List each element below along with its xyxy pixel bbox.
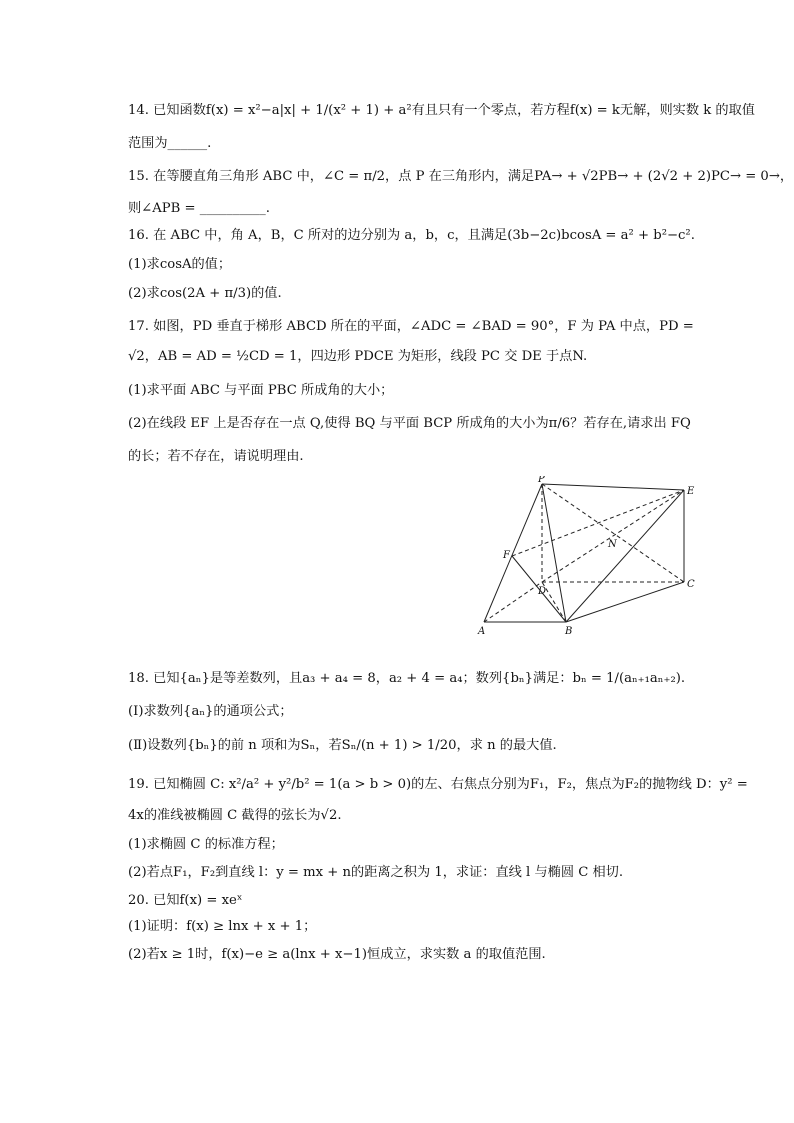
q20-line-3: (2)若x ≥ 1时，f(x)−e ≥ a(lnx + x−1)恒成立，求实数 a 的取值范围. bbox=[128, 947, 546, 962]
label-B: B bbox=[565, 626, 573, 637]
label-N: N bbox=[608, 539, 617, 550]
edge-PA bbox=[484, 484, 542, 622]
q18-line-2: (Ⅰ)求数列{aₙ}的通项公式； bbox=[128, 704, 293, 719]
q17-line-2: √2，AB = AD = ½CD = 1，四边形 PDCE 为矩形，线段 PC 交 DE 于点N. bbox=[128, 349, 588, 364]
q14-line-1: 14. 已知函数f(x) = x²−a|x| + 1/(x² + 1) + a²有且只有一个零点，若方程f(x) = k无解，则实数 k 的取值 bbox=[128, 103, 755, 118]
label-A: A bbox=[478, 626, 486, 637]
q20-line-2: (1)证明：f(x) ≥ lnx + x + 1； bbox=[128, 919, 317, 934]
q18-line-1: 18. 已知{aₙ}是等差数列，且a₃ + a₄ = 8，a₂ + 4 = a₄；数列{bₙ}满足：bₙ = 1/(aₙ₊₁aₙ₊₂). bbox=[128, 671, 686, 686]
q16-line-2: (1)求cosA的值； bbox=[128, 257, 232, 272]
edge-PE bbox=[542, 484, 684, 490]
q15-line-2: 则∠APB = __________. bbox=[128, 201, 270, 216]
q17-line-3: (1)求平面 ABC 与平面 PBC 所成角的大小； bbox=[128, 383, 394, 398]
geometry-figure bbox=[474, 476, 704, 642]
q16-line-3: (2)求cos(2A + π/3)的值. bbox=[128, 286, 282, 301]
q18-line-3: (Ⅱ)设数列{bₙ}的前 n 项和为Sₙ，若Sₙ/(n + 1) > 1/20，求 n 的最大值. bbox=[128, 738, 557, 753]
q17-line-4: (2)在线段 EF 上是否存在一点 Q,使得 BQ 与平面 BCP 所成角的大小为π/6？若存在,请求出 FQ bbox=[128, 416, 691, 431]
label-C: C bbox=[687, 579, 695, 590]
q15-line-1: 15. 在等腰直角三角形 ABC 中，∠C = π/2，点 P 在三角形内，满足PA→ + √2PB→ + (2√2 + 2)PC→ = 0→， bbox=[128, 169, 794, 184]
label-P: P bbox=[538, 476, 545, 485]
label-D: D bbox=[538, 586, 547, 597]
q20-line-1: 20. 已知f(x) = xeˣ bbox=[128, 893, 243, 908]
label-F: F bbox=[503, 550, 510, 561]
label-E: E bbox=[687, 486, 695, 497]
q17-line-1: 17. 如图，PD 垂直于梯形 ABCD 所在的平面，∠ADC = ∠BAD = 90°，F 为 PA 中点，PD = bbox=[128, 319, 694, 334]
q17-line-5: 的长；若不存在，请说明理由. bbox=[128, 449, 304, 464]
q16-line-1: 16. 在 ABC 中，角 A，B，C 所对的边分别为 a，b，c，且满足(3b−2c)bcosA = a² + b²−c². bbox=[128, 228, 695, 243]
q19-line-2: 4x的准线被椭圆 C 截得的弦长为√2. bbox=[128, 808, 342, 823]
q19-line-3: (1)求椭圆 C 的标准方程； bbox=[128, 837, 284, 852]
edge-DE bbox=[542, 490, 684, 582]
q19-line-1: 19. 已知椭圆 C: x²/a² + y²/b² = 1(a > b > 0)的左、右焦点分别为F₁，F₂，焦点为F₂的抛物线 D：y² = bbox=[128, 777, 748, 792]
q14-line-2: 范围为______. bbox=[128, 136, 212, 151]
q19-line-4: (2)若点F₁，F₂到直线 l：y = mx + n的距离之积为 1，求证：直线 l 与椭圆 C 相切. bbox=[128, 865, 624, 880]
